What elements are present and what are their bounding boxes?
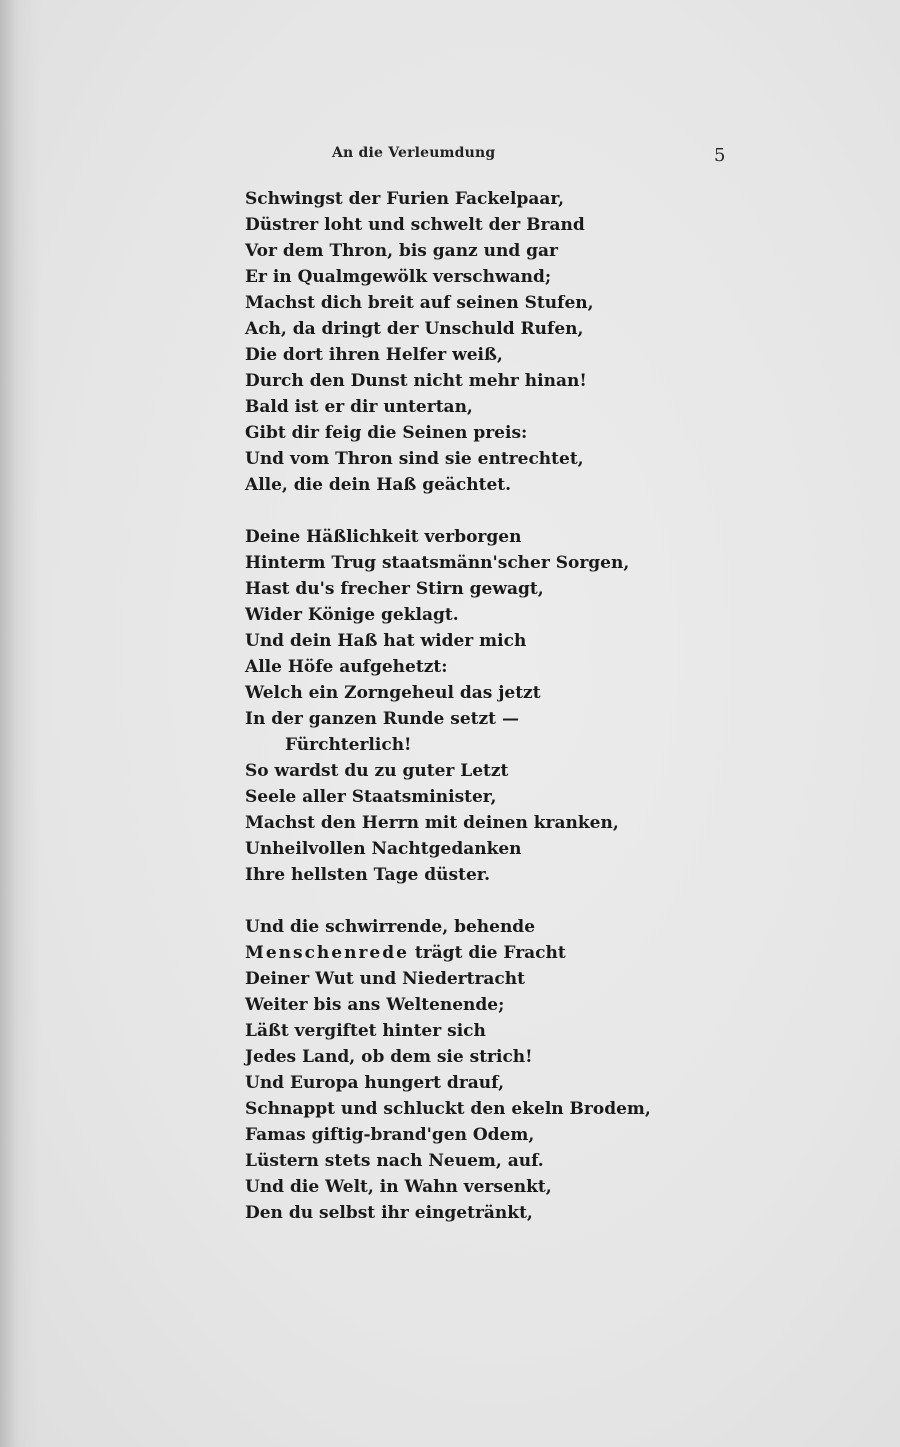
poem-line: In der ganzen Runde setzt — xyxy=(245,709,519,729)
poem-line: Weiter bis ans Weltenende; xyxy=(245,995,505,1015)
poem-line: Und Europa hungert drauf, xyxy=(245,1073,505,1093)
poem-line: Welch ein Zorngeheul das jetzt xyxy=(245,683,541,703)
poem-line: Unheilvollen Nachtgedanken xyxy=(245,839,522,859)
poem-line: Und dein Haß hat wider mich xyxy=(245,631,527,651)
poem-line: Den du selbst ihr eingetränkt, xyxy=(245,1203,533,1223)
poem-line: Bald ist er dir untertan, xyxy=(245,397,473,417)
poem-line: Wider Könige geklagt. xyxy=(245,605,459,625)
poem-line: Hast du's frecher Stirn gewagt, xyxy=(245,579,544,599)
poem-line: Machst dich breit auf seinen Stufen, xyxy=(245,293,594,313)
poem-line: Und die Welt, in Wahn versenkt, xyxy=(245,1177,552,1197)
poem-line: Ach, da dringt der Unschuld Rufen, xyxy=(245,319,584,339)
poem-line: Alle, die dein Haß geächtet. xyxy=(245,475,512,495)
poem-line: Düstrer loht und schwelt der Brand xyxy=(245,215,585,235)
poem-line: Seele aller Staatsminister, xyxy=(245,787,497,807)
poem-line: Ihre hellsten Tage düster. xyxy=(245,865,491,885)
poem-line: Vor dem Thron, bis ganz und gar xyxy=(245,241,559,261)
poem-line-rest: trägt die Fracht xyxy=(414,943,566,963)
poem-line: So wardst du zu guter Letzt xyxy=(245,761,509,781)
poem-line: Schnappt und schluckt den ekeln Brodem, xyxy=(245,1099,651,1119)
poem-line: Famas giftig-brand'gen Odem, xyxy=(245,1125,535,1145)
poem-line: Gibt dir feig die Seinen preis: xyxy=(245,423,528,443)
poem-line: Deine Häßlichkeit verborgen xyxy=(245,527,522,547)
poem-line-with-spaced-word xyxy=(245,940,725,966)
poem-line-indented: Fürchterlich! xyxy=(285,735,412,755)
poem-body xyxy=(245,186,725,1226)
poem-line: Läßt vergiftet hinter sich xyxy=(245,1021,486,1041)
poem-line: Durch den Dunst nicht mehr hinan! xyxy=(245,371,587,391)
spaced-word: Menschenrede xyxy=(245,943,409,963)
poem-line: Lüstern stets nach Neuem, auf. xyxy=(245,1151,544,1171)
stanza-3 xyxy=(245,914,725,1226)
poem-line: Und die schwirrende, behende xyxy=(245,917,536,937)
poem-line: Schwingst der Furien Fackelpaar, xyxy=(245,189,564,209)
poem-line: Er in Qualmgewölk verschwand; xyxy=(245,267,552,287)
poem-line: Und vom Thron sind sie entrechtet, xyxy=(245,449,584,469)
stanza-1 xyxy=(245,186,725,498)
page-number: 5 xyxy=(714,145,726,166)
poem-line: Machst den Herrn mit deinen kranken, xyxy=(245,813,619,833)
running-title: An die Verleumdung xyxy=(332,145,496,161)
stanza-2 xyxy=(245,524,725,888)
page-gutter-shadow xyxy=(0,0,40,1447)
poem-line: Die dort ihren Helfer weiß, xyxy=(245,345,503,365)
poem-line: Alle Höfe aufgehetzt: xyxy=(245,657,448,677)
poem-line: Hinterm Trug staatsmänn'scher Sorgen, xyxy=(245,553,630,573)
poem-line: Deiner Wut und Niedertracht xyxy=(245,969,525,989)
poem-line: Jedes Land, ob dem sie strich! xyxy=(245,1047,533,1067)
